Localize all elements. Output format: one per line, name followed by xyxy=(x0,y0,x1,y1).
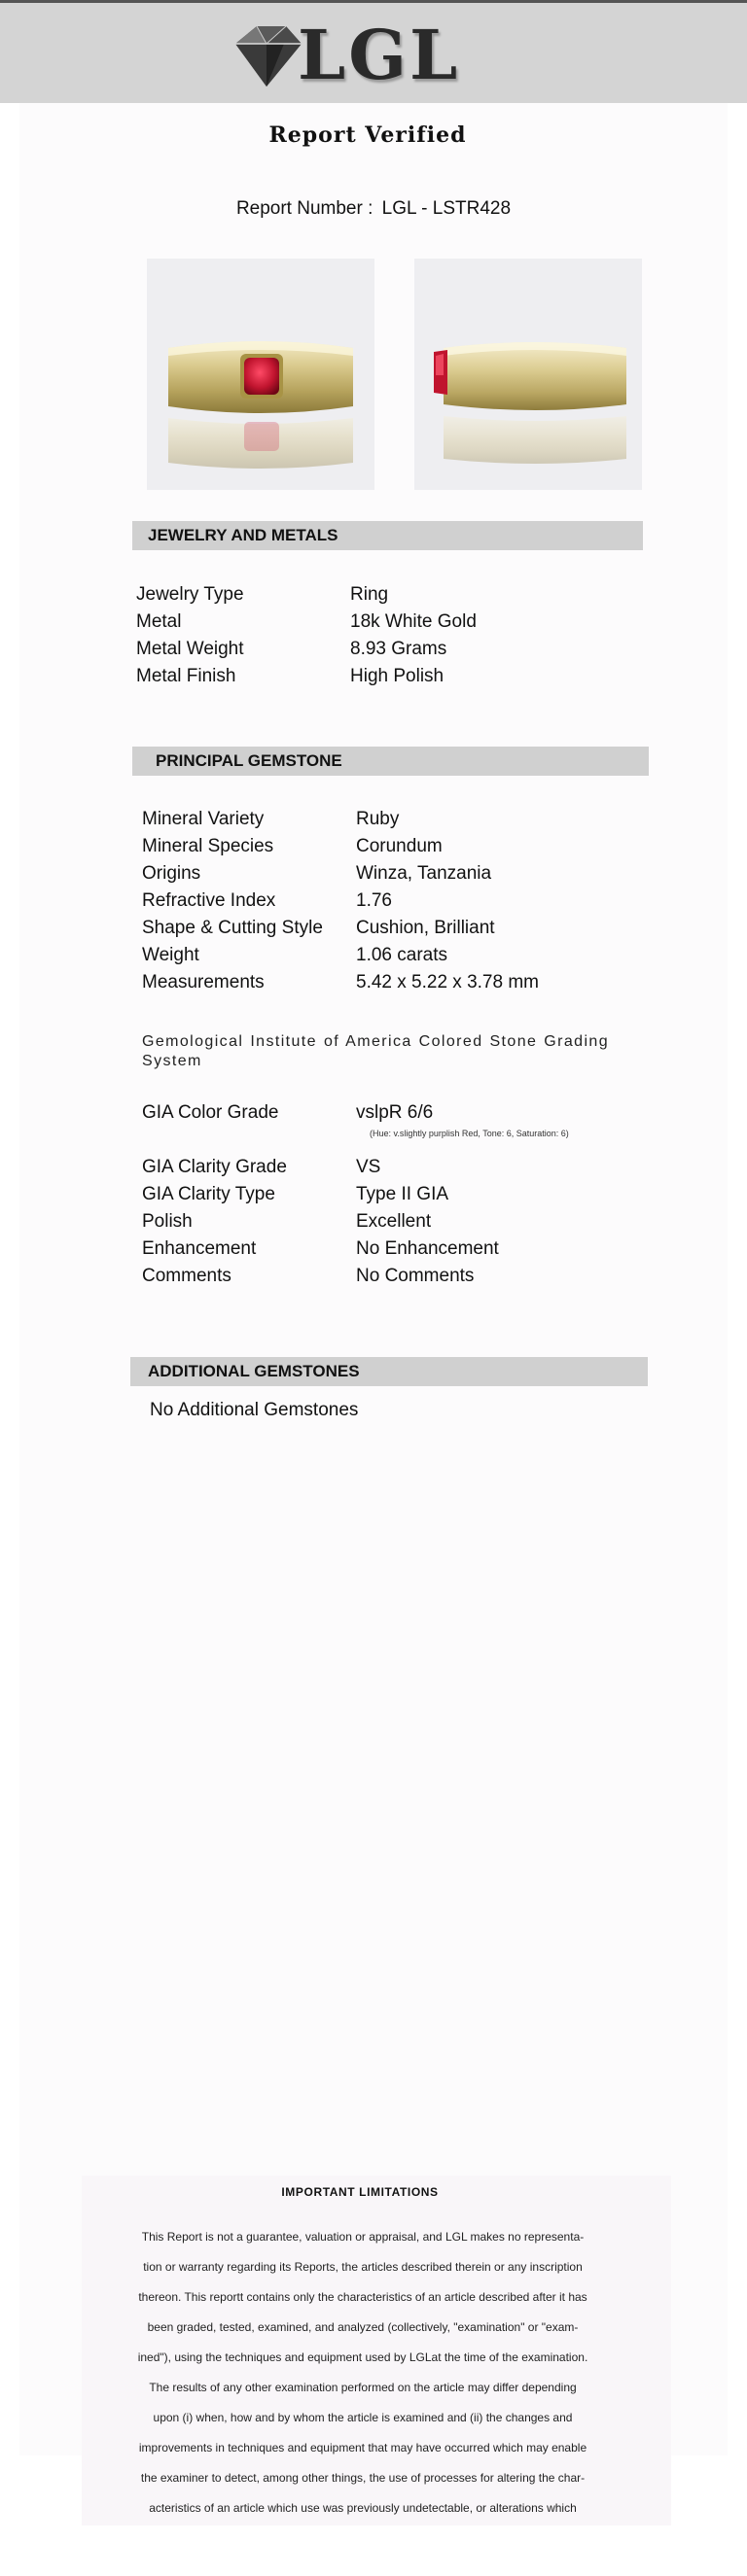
jewelry-row-label: Metal Weight xyxy=(136,639,244,659)
section-header-principal xyxy=(132,747,649,776)
gemstone-row-label: Measurements xyxy=(142,972,265,992)
grade-row-value: VS xyxy=(356,1157,381,1177)
gemstone-row-value: Corundum xyxy=(356,836,443,856)
jewelry-row-label: Metal xyxy=(136,611,182,632)
gemstone-row-value: Winza, Tanzania xyxy=(356,863,492,884)
diamond-icon xyxy=(228,22,305,90)
grade-row-label: Comments xyxy=(142,1266,231,1286)
limitations-line: ined"), using the techniques and equipment used by LGLat the time of the examination. xyxy=(137,2350,588,2364)
grade-row-label: Polish xyxy=(142,1211,193,1232)
color-grade-value: vslpR 6/6 xyxy=(356,1102,434,1123)
gemstone-row-label: Mineral Species xyxy=(142,836,274,856)
gemstone-row-label: Refractive Index xyxy=(142,890,276,911)
report-number xyxy=(0,198,747,220)
report-title: Report Verified xyxy=(268,122,467,148)
color-grade-note: (Hue: v.slightly purplish Red, Tone: 6, Saturation: 6) xyxy=(370,1129,569,1138)
jewelry-row-value: Ring xyxy=(350,584,389,605)
grade-row-value: No Comments xyxy=(356,1266,475,1286)
limitations-text xyxy=(105,2222,621,2524)
gemstone-row-value: 5.42 x 5.22 x 3.78 mm xyxy=(356,972,539,992)
grade-row-value: Excellent xyxy=(356,1211,432,1232)
section-header-jewelry xyxy=(132,521,643,550)
limitations-line: thereon. This reportt contains only the characteristics of an article described after it has xyxy=(138,2290,587,2304)
grading-system-name: Gemological Institute of America Colored Stone Grading System xyxy=(142,1033,609,1069)
jewelry-row-label: Metal Finish xyxy=(136,666,236,686)
gemstone-row-label: Shape & Cutting Style xyxy=(142,918,323,938)
ring-front-image xyxy=(147,259,374,490)
jewelry-row-value: 8.93 Grams xyxy=(350,639,447,659)
ring-front-photo[interactable] xyxy=(147,259,374,490)
section-header-principal-label: PRINCIPAL GEMSTONE xyxy=(156,751,342,770)
jewelry-row-label: Jewelry Type xyxy=(136,584,244,605)
gemstone-row-label: Origins xyxy=(142,863,201,884)
section-header-additional xyxy=(130,1357,648,1386)
gemstone-row-label: Mineral Variety xyxy=(142,809,265,829)
limitations-line: tion or warranty regarding its Reports, the articles described therein or any inscription xyxy=(143,2260,583,2274)
gemstone-row-label: Weight xyxy=(142,945,199,965)
logo-text: LGL xyxy=(298,15,461,95)
header-bar xyxy=(0,0,747,103)
limitations-line: acteristics of an article which use was previously undetectable, or alterations which xyxy=(149,2501,577,2515)
ring-side-photo[interactable] xyxy=(414,259,642,490)
gemstone-row-value: Ruby xyxy=(356,809,400,829)
grade-row-label: Enhancement xyxy=(142,1238,257,1259)
lgl-logo[interactable] xyxy=(226,17,479,94)
jewelry-row-value: 18k White Gold xyxy=(350,611,477,632)
color-grade-label: GIA Color Grade xyxy=(142,1102,279,1123)
section-header-jewelry-label: JEWELRY AND METALS xyxy=(148,526,338,544)
gemstone-row-value: 1.76 xyxy=(356,890,392,911)
limitations-line: improvements in techniques and equipment that may have occurred which may enable xyxy=(138,2441,587,2454)
grade-row-value: No Enhancement xyxy=(356,1238,499,1259)
section-header-additional-label: ADDITIONAL GEMSTONES xyxy=(148,1362,360,1380)
grade-row-label: GIA Clarity Type xyxy=(142,1184,275,1204)
gemstone-row-value: 1.06 carats xyxy=(356,945,447,965)
limitations-line: The results of any other examination performed on the article may differ depending xyxy=(149,2381,577,2394)
report-number-value: LGL - LSTR428 xyxy=(381,198,512,219)
limitations-line: the examiner to detect, among other things, the use of processes for altering the char- xyxy=(140,2471,586,2485)
ring-side-image xyxy=(414,259,642,490)
limitations-line: upon (i) when, how and by whom the article is examined and (ii) the changes and xyxy=(153,2411,573,2424)
limitations-line: This Report is not a guarantee, valuation or appraisal, and LGL makes no representa- xyxy=(141,2230,585,2244)
jewelry-row-value: High Polish xyxy=(350,666,445,686)
report-number-label: Report Number : xyxy=(235,198,374,219)
limitations-title: IMPORTANT LIMITATIONS xyxy=(281,2185,439,2199)
limitations-line: been graded, tested, examined, and analyzed (collectively, "examination" or "exam- xyxy=(147,2320,579,2334)
additional-gemstones-text: No Additional Gemstones xyxy=(150,1400,359,1420)
grade-row-value: Type II GIA xyxy=(356,1184,449,1204)
grade-row-label: GIA Clarity Grade xyxy=(142,1157,287,1177)
gemstone-row-value: Cushion, Brilliant xyxy=(356,918,495,938)
